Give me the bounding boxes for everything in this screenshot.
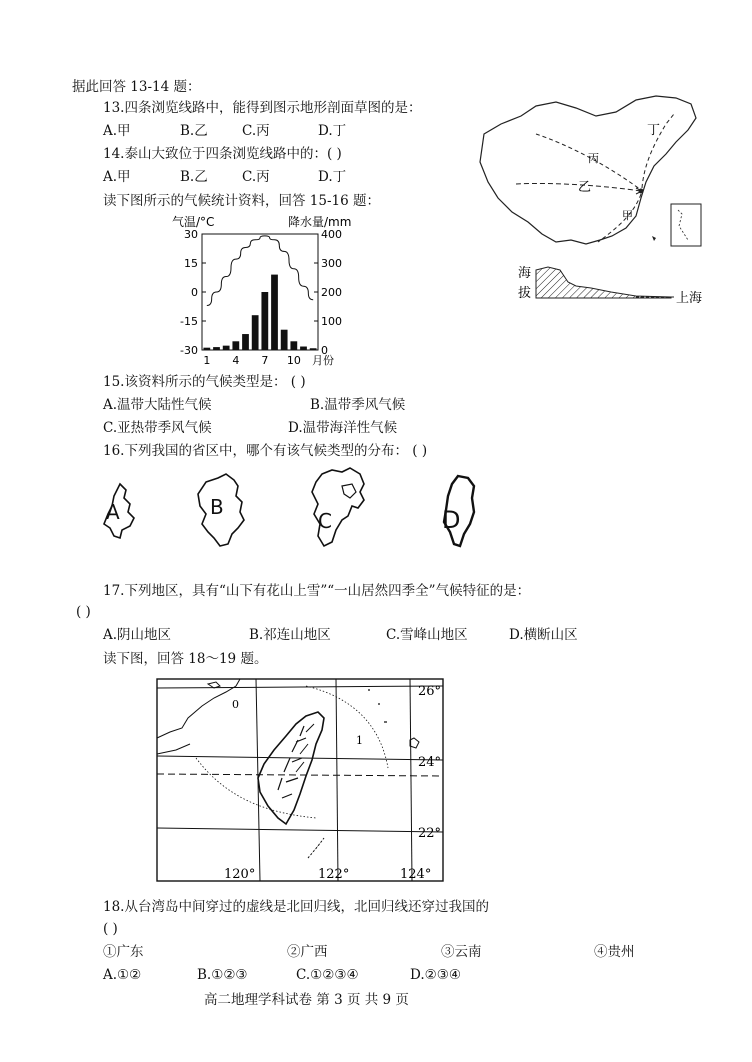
province-label-a: A: [106, 500, 120, 524]
intro-18-19: 读下图，回答 18～19 题。: [103, 651, 268, 667]
precipitation-bar: [261, 292, 268, 350]
precipitation-bar: [281, 330, 288, 350]
q17-option-c: C.雪峰山地区: [386, 627, 468, 643]
q13-option-d: D.丁: [318, 123, 347, 139]
temperature-line: [207, 236, 313, 306]
lat-label-22: 22°: [418, 826, 442, 841]
q15-stem: 15.该资料所示的气候类型是： ( ): [103, 374, 306, 390]
q14-option-a: A.甲: [103, 169, 131, 185]
route-label-ding: 丁: [647, 123, 661, 138]
right-tick-label: 300: [321, 257, 342, 270]
q18-item-4: ④贵州: [594, 944, 635, 960]
q18-option-b: B.①②③: [197, 967, 248, 983]
q13-option-c: C.丙: [242, 123, 270, 139]
province-label-b: B: [210, 495, 224, 519]
q17-option-a: A.阴山地区: [103, 627, 172, 643]
map-frame: [157, 679, 443, 881]
province-label-d: D: [442, 506, 461, 534]
x-tick-label: 10: [286, 354, 301, 367]
left-tick-label: -30: [180, 344, 198, 357]
profile-label-ba: 拔: [518, 286, 532, 301]
q13-stem: 13.四条浏览线路中，能得到图示地形剖面草图的是：: [103, 100, 422, 116]
dotted-arc: [306, 686, 388, 768]
precipitation-bar: [203, 348, 210, 350]
precipitation-bar: [242, 334, 249, 350]
china-outline: [480, 96, 696, 244]
precipitation-bar: [271, 275, 278, 350]
q14-option-d: D.丁: [318, 169, 347, 185]
left-tick-label: -15: [180, 315, 198, 328]
precipitation-bar: [223, 346, 230, 350]
left-tick-label: 0: [191, 286, 198, 299]
right-tick-label: 400: [321, 228, 342, 241]
tropic-of-cancer-line: [157, 774, 443, 776]
q18-option-a: A.①②: [103, 967, 142, 983]
taiwan-island: [258, 712, 324, 824]
left-tick-label: 30: [184, 228, 198, 241]
q18-item-1: ①广东: [103, 944, 144, 960]
province-a-outline: [100, 482, 140, 542]
right-tick-label: 200: [321, 286, 342, 299]
q17-option-d: D.横断山区: [509, 627, 578, 643]
province-d-outline: [436, 472, 486, 552]
precipitation-bar: [290, 341, 297, 350]
route-label-yi: 乙: [578, 180, 592, 195]
q16-stem: 16.下列我国的省区中，哪个有该气候类型的分布： ( ): [103, 443, 428, 459]
plot-frame: [202, 234, 318, 350]
q15-option-b: B.温带季风气候: [310, 397, 406, 413]
right-tick-label: 0: [321, 344, 328, 357]
precipitation-bar: [213, 347, 220, 350]
precipitation-bar: [310, 348, 317, 350]
q18-option-c: C.①②③④: [296, 967, 359, 983]
x-tick-label: 4: [232, 354, 240, 367]
right-tick-label: 100: [321, 315, 342, 328]
map-marker-1: 1: [356, 734, 363, 747]
q13-option-b: B.乙: [180, 123, 208, 139]
precipitation-bar: [300, 347, 307, 350]
map-marker-0: 0: [232, 698, 239, 711]
q14-stem: 14.泰山大致位于四条浏览线路中的：( ): [103, 146, 342, 162]
lon-label-122: 122°: [318, 867, 350, 882]
route-label-bing: 丙: [588, 152, 599, 165]
profile-label-shanghai: 上海: [676, 291, 703, 306]
intro-15-16: 读下图所示的气候统计资料，回答 15-16 题：: [103, 193, 380, 209]
q18-item-3: ③云南: [441, 944, 482, 960]
china-route-map: [476, 94, 708, 309]
province-c-outline: [306, 466, 372, 552]
left-tick-label: 15: [184, 257, 198, 270]
precipitation-bar: [252, 315, 259, 350]
lon-label-124: 124°: [400, 867, 432, 882]
x-tick-label: 1: [203, 354, 211, 367]
q15-option-d: D.温带海洋性气候: [288, 420, 398, 436]
x-tick-label: 7: [261, 354, 269, 367]
lat-label-26: 26°: [418, 684, 442, 699]
q17-stem: 17.下列地区，具有“山下有花山上雪”“一山居然四季全”气候特征的是：: [103, 583, 531, 599]
province-b-outline: [192, 472, 252, 552]
page-footer: 高二地理学科试卷 第 3 页 共 9 页: [204, 992, 409, 1008]
terrain-profile: [536, 267, 671, 298]
q17-paren: ( ): [76, 604, 91, 620]
south-sea-inset: [671, 204, 701, 246]
q18-option-d: D.②③④: [410, 967, 461, 983]
right-axis-title: 降水量/mm: [288, 215, 352, 229]
q18-paren: ( ): [103, 921, 118, 937]
q13-option-a: A.甲: [103, 123, 131, 139]
x-unit-label: 月份: [312, 354, 334, 367]
left-axis-title: 气温/°C: [172, 215, 215, 229]
q18-stem: 18.从台湾岛中间穿过的虚线是北回归线，北回归线还穿过我国的: [103, 899, 489, 915]
province-label-c: C: [318, 509, 332, 533]
q17-option-b: B.祁连山地区: [249, 627, 331, 643]
q14-option-b: B.乙: [180, 169, 208, 185]
lat-label-24: 24°: [418, 755, 442, 770]
taiwan-map: [156, 678, 456, 884]
precipitation-bar: [232, 341, 239, 350]
climate-chart: [170, 214, 370, 367]
q18-item-2: ②广西: [287, 944, 328, 960]
route-label-jia: 甲: [622, 209, 633, 222]
q15-option-a: A.温带大陆性气候: [103, 397, 212, 413]
intro-13-14: 据此回答 13-14 题：: [72, 79, 201, 95]
lon-label-120: 120°: [224, 867, 256, 882]
profile-label-hai: 海: [518, 266, 532, 281]
q15-option-c: C.亚热带季风气候: [103, 420, 212, 436]
q14-option-c: C.丙: [242, 169, 270, 185]
